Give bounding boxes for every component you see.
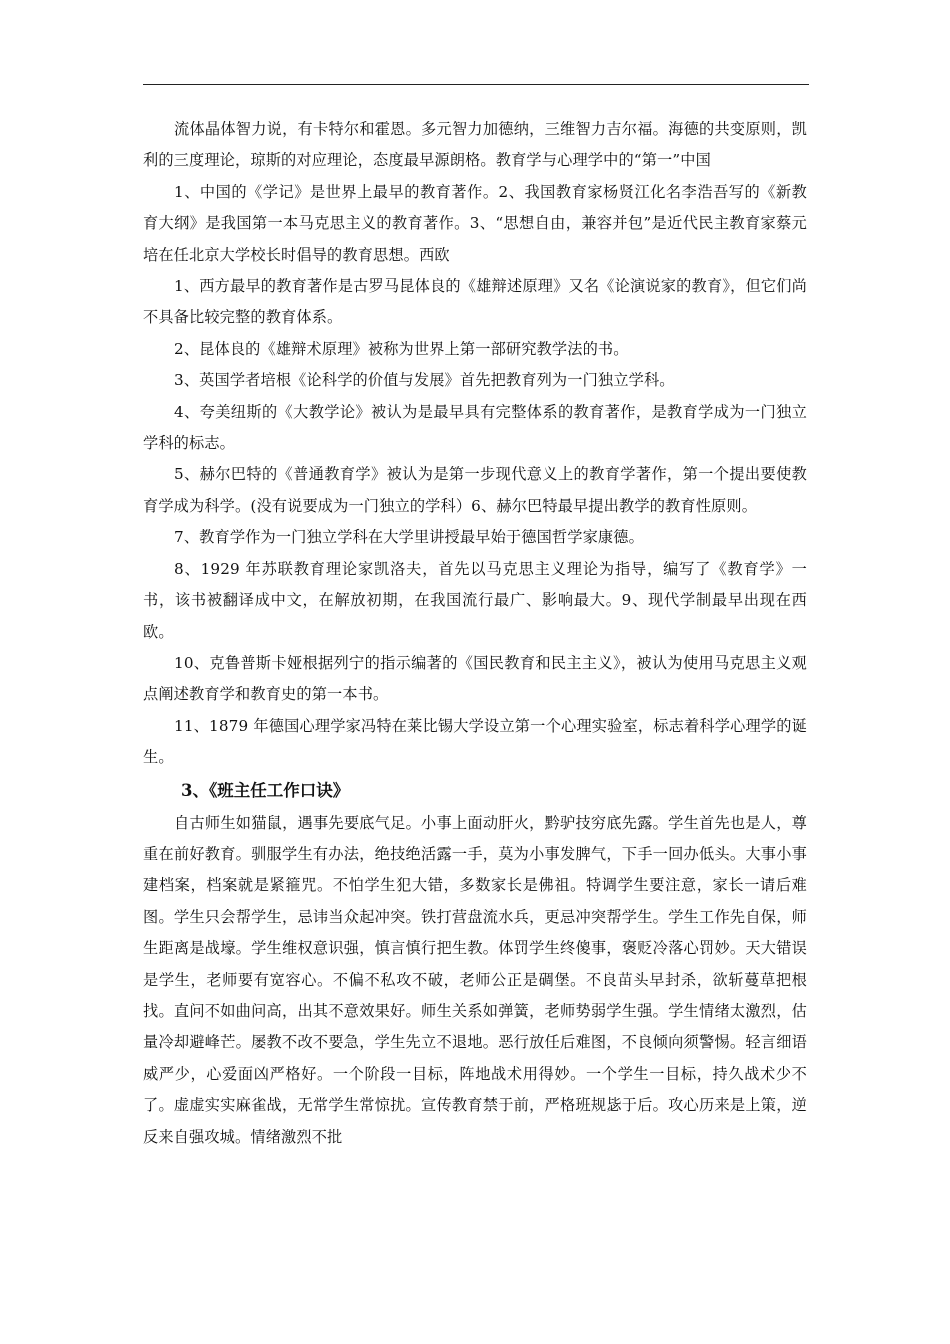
paragraph-class-teacher-rhyme: 自古师生如猫鼠，遇事先要底气足。小事上面动肝火，黔驴技穷底先露。学生首先也是人，尊重在前好教育。驯服学生有办法，绝技绝活露一手，莫为小事发脾气，下手一回办低头。大事小事建档案，档案就是紧箍咒。不怕学生犯大错，多数家长是佛祖。特调学生要注意，家长一请后难图。学生只会帮学生，忌讳当众起冲突。铁打营盘流水兵，更忌冲突帮学生。学生工作先自保，师生距离是战壕。学生维权意识强，慎言慎行把生教。体罚学生终傻事，褒贬冷落心罚妙。天大错误是学生，老师要有宽容心。不偏不私攻不破，老师公正是碉堡。不良苗头早封杀，欲斩蔓草把根找。直问不如曲问高，出其不意效果好。师生关系如弹簧，老师势弱学生强。学生情绪太激烈，估量冷却避峰芒。屡教不改不要急，学生先立不退地。恶行放任后难图，不良倾向须警惕。轻言细语威严少，心爱面凶严格好。一个阶段一目标，阵地战术用得妙。一个学生一目标，持久战术少不了。虚虚实实麻雀战，无常学生常惊扰。宣传教育禁于前，严格班规毖于后。攻心历来是上策，逆反来自强攻城。情绪激烈不批 [143,813,807,1146]
section-heading-title: 、《班主任工作口诀》 [192,780,350,800]
paragraph-west-5-6: 5、赫尔巴特的《普通教育学》被认为是第一步现代意义上的教育学著作，第一个提出要使教育学成为科学。(没有说要成为一门独立的学科）6、赫尔巴特最早提出教学的教育性原则。 [143,465,807,515]
section-heading [143,774,807,808]
paragraph-west-3: 3、英国学者培根《论科学的价值与发展》首先把教育列为一门独立学科。 [174,371,675,390]
paragraph-west-10: 10、克鲁普斯卡娅根据列宁的指示编著的《国民教育和民主主义》，被认为使用马克思主义观点阐述教育学和教育史的第一本书。 [143,653,807,704]
paragraph-west-1: 1、西方最早的教育著作是古罗马昆体良的《雄辩述原理》又名《论演说家的教育》，但它们尚不具备比较完整的教育体系。 [143,277,807,327]
document-body [143,114,807,1153]
paragraph-china-firsts: 1、中国的《学记》是世界上最早的教育著作。2、我国教育家杨贤江化名李浩吾写的《新教育大纲》是我国第一本马克思主义的教育著作。3、“思想自由，兼容并包”是近代民主教育家蔡元培在任北京大学校长时倡导的教育思想。西欧 [143,182,807,264]
paragraph-west-2: 2、昆体良的《雄辩术原理》被称为世界上第一部研究教学法的书。 [174,339,629,358]
paragraph-intelligence-theories: 流体晶体智力说，有卡特尔和霍恩。多元智力加德纳，三维智力吉尔福。海德的共变原则，凯利的三度理论，琼斯的对应理论，态度最早源朗格。教育学与心理学中的“第一”中国 [143,120,807,170]
paragraph-west-7: 7、教育学作为一门独立学科在大学里讲授最早始于德国哲学家康德。 [174,528,644,547]
header-rule [143,84,809,85]
section-heading-number: 3 [181,780,193,800]
paragraph-west-11: 11、1879 年德国心理学家冯特在莱比锡大学设立第一个心理实验室，标志着科学心理学的诞生。 [143,716,807,767]
paragraph-west-8-9: 8、1929 年苏联教育理论家凯洛夫，首先以马克思主义理论为指导，编写了《教育学》一书，该书被翻译成中文，在解放初期，在我国流行最广、影响最大。9、现代学制最早出现在西欧。 [143,559,807,641]
paragraph-west-4: 4、夸美纽斯的《大教学论》被认为是最早具有完整体系的教育著作，是教育学成为一门独立学科的标志。 [143,402,807,453]
